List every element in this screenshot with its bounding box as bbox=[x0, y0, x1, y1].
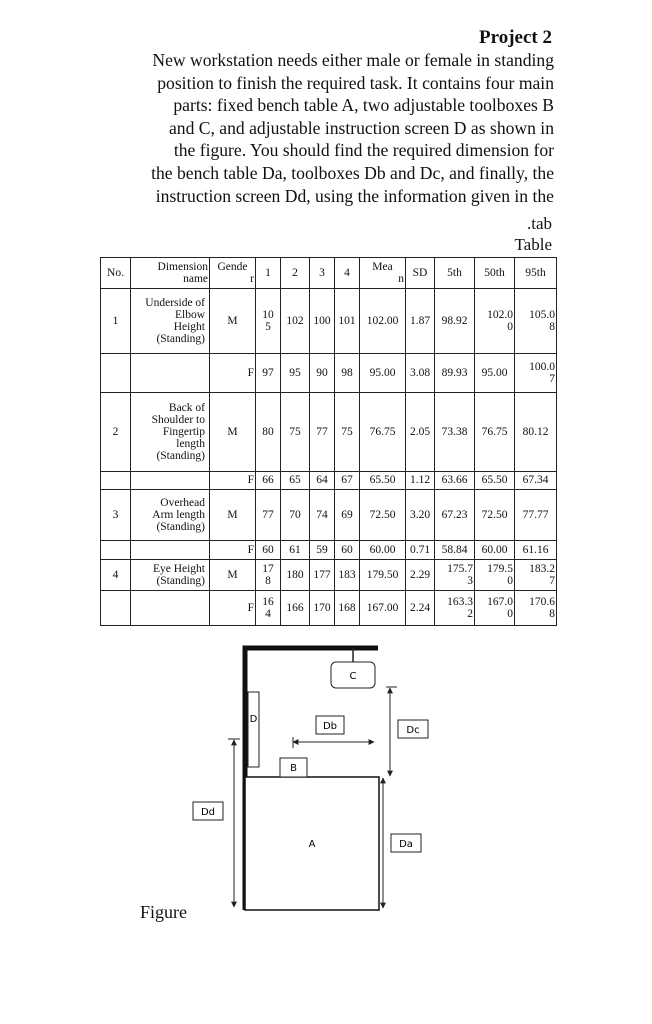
dimension-name: Overhead Arm length (Standing) bbox=[131, 490, 210, 541]
header-sd: SD bbox=[406, 258, 435, 289]
header-3: 3 bbox=[310, 258, 335, 289]
dimension-name: Back of Shoulder to Fingertip length (Standing) bbox=[131, 393, 210, 472]
header-p5: 5th bbox=[435, 258, 475, 289]
header-no: No. bbox=[101, 258, 131, 289]
intro-line: the figure. You should find the required dimension for bbox=[173, 140, 554, 161]
intro-line: and C, and adjustable instruction screen D as shown in bbox=[168, 117, 554, 138]
label-da: Da bbox=[399, 839, 413, 850]
label-a: A bbox=[308, 839, 316, 850]
table-caption: Table bbox=[514, 235, 552, 254]
intro-line: parts: fixed bench table A, two adjustable toolboxes B bbox=[173, 95, 554, 116]
table-row: 4 Eye Height (Standing) M 17 8 180 177 183 179.50 2.29 175.7 3 179.5 0 183.2 7 bbox=[101, 560, 557, 591]
table-row: F 97 95 90 98 95.00 3.08 89.93 95.00 100.0 7 bbox=[101, 354, 557, 393]
intro-line: instruction screen Dd, using the information given in the bbox=[155, 185, 554, 206]
label-dc: Dc bbox=[406, 725, 420, 736]
label-b: B bbox=[290, 763, 297, 774]
label-db: Db bbox=[322, 721, 338, 732]
intro-line: the bench table Da, toolboxes Db and Dc, and finally, the bbox=[151, 162, 554, 183]
intro-line: New workstation needs either male or female in standing bbox=[152, 50, 554, 70]
dimension-name: Eye Height (Standing) bbox=[131, 560, 210, 591]
label-dd: Dd bbox=[200, 807, 216, 818]
table-row: 3 Overhead Arm length (Standing) M 77 70 74 69 72.50 3.20 67.23 72.50 77.77 bbox=[101, 490, 557, 541]
header-mean: Mea n bbox=[360, 258, 406, 289]
label-c: C bbox=[349, 671, 357, 682]
table-row: F 66 65 64 67 65.50 1.12 63.66 65.50 67.34 bbox=[101, 472, 557, 490]
page-title: Project 2 bbox=[479, 27, 552, 48]
intro-line: position to finish the required task. It contains four main bbox=[157, 72, 554, 93]
dimension-name: Underside of Elbow Height (Standing) bbox=[131, 289, 210, 354]
header-1: 1 bbox=[256, 258, 281, 289]
header-gender: Gende r bbox=[210, 258, 256, 289]
figure-caption: Figure bbox=[140, 902, 187, 922]
header-p95: 95th bbox=[515, 258, 557, 289]
table-row: 2 Back of Shoulder to Fingertip length (Standing) M 80 75 77 75 76.75 2.05 73.38 76.75 80.12 bbox=[101, 393, 557, 472]
header-dimension: Dimension name bbox=[131, 258, 210, 289]
tab-reference: .tab bbox=[526, 214, 552, 233]
table-row: F 60 61 59 60 60.00 0.71 58.84 60.00 61.16 bbox=[101, 541, 557, 560]
table-row: F 16 4 166 170 168 167.00 2.24 163.3 2 167.0 0 170.6 8 bbox=[101, 591, 557, 626]
header-4: 4 bbox=[335, 258, 360, 289]
header-p50: 50th bbox=[475, 258, 515, 289]
screen-d bbox=[248, 692, 259, 767]
label-d: D bbox=[249, 714, 258, 725]
table-row: 1 Underside of Elbow Height (Standing) M 10 5 102 100 101 102.00 1.87 98.92 102.0 0 105.0 8 bbox=[101, 289, 557, 354]
header-2: 2 bbox=[281, 258, 310, 289]
